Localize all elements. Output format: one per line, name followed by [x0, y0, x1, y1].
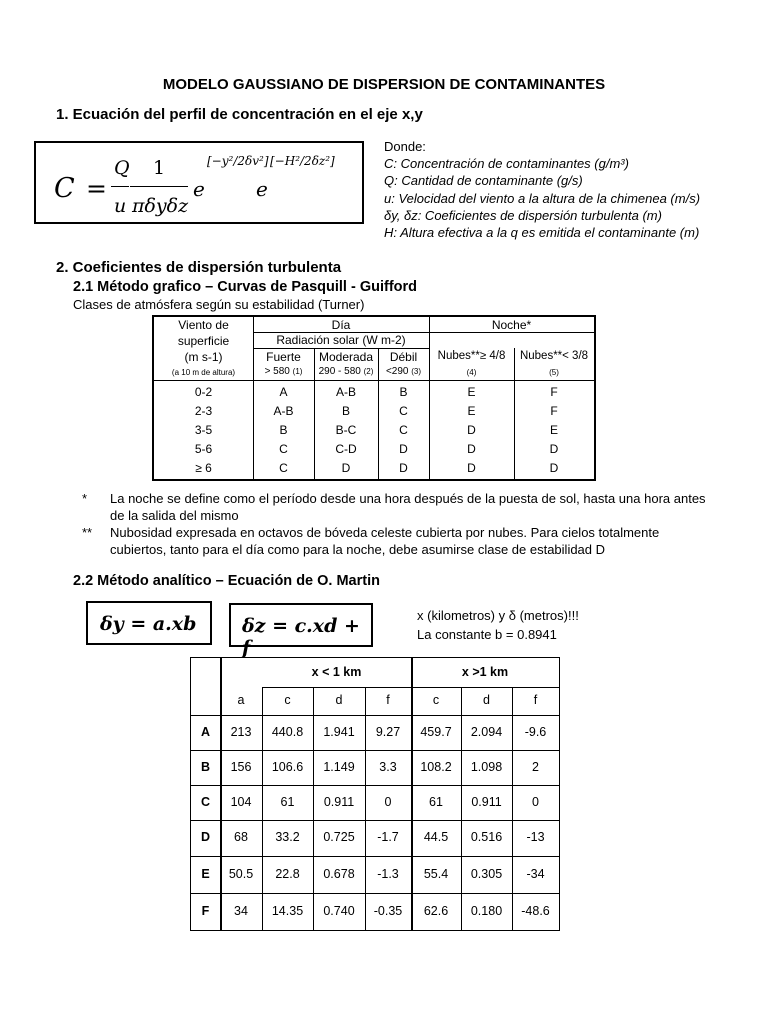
stability-class-cell: E — [467, 404, 476, 418]
sigma-y-text: δy = a.xb — [100, 613, 197, 635]
coefficient-value: 0.911 — [471, 794, 502, 809]
header-day: Día — [331, 318, 351, 332]
stability-class-cell: A-B — [273, 404, 294, 418]
stability-class-cell: F — [550, 385, 558, 399]
wind-speed-cell: 2-3 — [194, 404, 213, 418]
coefficient-header: d — [483, 693, 490, 707]
formula-exp1: [−y²/2δv²] — [207, 154, 269, 168]
donde-label: Donde: — [384, 139, 426, 154]
note-text: La noche se define como el período desde una hora después de la puesta de sol, hasta una hora antes de la salida del mismo — [110, 491, 706, 523]
coefficient-value: -1.7 — [377, 830, 399, 844]
wind-speed-cell: 3-5 — [194, 423, 213, 437]
stability-class-cell: D — [399, 461, 408, 475]
coefficient-value: 14.35 — [271, 903, 304, 918]
stability-class-cell: C-D — [335, 442, 357, 456]
units-note: x (kilometros) y δ (metros)!!! — [417, 608, 579, 623]
stability-class-cell: C — [279, 442, 288, 456]
sigma-z-equation — [229, 603, 373, 659]
sigma-y-equation — [86, 601, 212, 645]
coefficient-value: -0.35 — [373, 903, 403, 918]
stability-class-table — [152, 315, 596, 481]
grid-line — [191, 856, 559, 857]
stability-class-cell: C — [279, 461, 288, 475]
stability-class-label: A — [200, 724, 211, 739]
stability-class-label: E — [201, 866, 210, 881]
coefficient-value: 0 — [532, 794, 539, 809]
stability-class-cell: C — [399, 404, 408, 418]
col-nubes-ge: Nubes**≥ 4/8 — [437, 350, 506, 362]
stability-class-label: C — [200, 794, 211, 809]
coefficient-value: 156 — [230, 759, 252, 774]
coefficient-header: c — [432, 693, 440, 707]
coefficient-value: 0.678 — [323, 866, 355, 881]
definition-item: Q: Cantidad de contaminante (g/s) — [384, 173, 583, 189]
stability-class-label: F — [201, 903, 210, 918]
coefficient-value: 1.149 — [323, 759, 355, 774]
stability-class-cell: B — [341, 404, 350, 418]
stability-class-cell: E — [549, 423, 558, 437]
formula-e2: e — [256, 177, 268, 201]
coefficient-value: 50.5 — [228, 866, 254, 881]
coefficient-value: 213 — [230, 724, 252, 739]
coefficient-value: 0.725 — [323, 830, 355, 844]
table-caption: Clases de atmósfera según su estabilidad (Turner) — [73, 297, 365, 312]
coefficient-value: 2.094 — [470, 724, 503, 739]
note-mark: * — [82, 491, 88, 506]
coefficient-value: 108.2 — [420, 759, 452, 774]
grid-line — [191, 715, 559, 716]
coefficient-header: c — [284, 693, 291, 707]
col-nubes-ge-ref: (4) — [466, 368, 477, 377]
coefficient-value: 104 — [230, 794, 252, 809]
coefficient-value: 61 — [429, 794, 443, 809]
header-night: Noche* — [491, 318, 532, 332]
coefficient-value: 61 — [280, 794, 295, 809]
coefficient-value: -48.6 — [521, 903, 550, 918]
stability-class-label: D — [200, 830, 211, 844]
stability-class-cell: D — [341, 461, 351, 475]
stability-class-cell: D — [467, 461, 476, 475]
stability-class-cell: E — [467, 385, 476, 399]
coefficient-value: 9.27 — [375, 724, 401, 739]
coefficient-value: 3.3 — [379, 759, 397, 774]
grid-line — [191, 785, 559, 786]
section-1-heading: 1. Ecuación del perfil de concentración en el eje x,y — [56, 106, 423, 123]
header-radiation: Radiación solar (W m-2) — [276, 333, 406, 347]
coefficient-value: 2 — [532, 759, 539, 774]
coefficient-header: f — [386, 693, 390, 707]
coefficient-value: 106.6 — [271, 759, 304, 774]
formula-q: Q — [114, 157, 130, 179]
definition-item: H: Altura efectiva a la q es emitida el contaminante (m) — [384, 225, 700, 241]
coefficient-value: 0.305 — [470, 866, 503, 881]
stability-class-cell: A — [279, 385, 288, 399]
constant-note: La constante b = 0.8941 — [417, 627, 557, 642]
subsection-2-1-heading: 2.1 Método grafico – Curvas de Pasquill - Guifford — [73, 279, 418, 295]
page-title: MODELO GAUSSIANO DE DISPERSION DE CONTAMINANTES — [162, 76, 606, 93]
col-debil-range: <290 (3) — [385, 366, 422, 377]
col-moderada-range: 290 - 580 (2) — [318, 366, 374, 377]
coefficient-value: 22.8 — [275, 866, 300, 881]
grid-line — [191, 750, 559, 751]
col-nubes-lt: Nubes**< 3/8 — [519, 350, 589, 362]
coefficient-value: 68 — [234, 830, 248, 844]
definition-item: δy, δz: Coeficientes de dispersión turbulenta (m) — [384, 207, 662, 223]
coefficient-header: f — [533, 693, 538, 707]
col-fuerte-range: > 580 (1) — [264, 366, 303, 377]
definition-item: u: Velocidad del viento a la altura de la chimenea (m/s) — [384, 190, 701, 206]
coefficient-header: d — [335, 693, 343, 707]
stability-class-cell: D — [399, 442, 408, 456]
coefficient-value: 0.180 — [470, 903, 503, 918]
formula-u: u — [114, 195, 127, 217]
coefficient-value: -13 — [526, 830, 545, 844]
stability-class-cell: D — [467, 423, 476, 437]
stability-class-cell: D — [467, 442, 476, 456]
header-wind-3: (m s-1) — [184, 350, 223, 364]
coefficient-value: 34 — [234, 903, 248, 918]
stability-class-label: B — [200, 759, 211, 774]
section-2-heading: 2. Coeficientes de dispersión turbulenta — [56, 259, 342, 276]
note-mark: ** — [82, 525, 93, 540]
formula-definitions — [384, 138, 700, 241]
coefficient-value: -1.3 — [377, 866, 399, 881]
grid-line — [262, 687, 559, 688]
coefficient-value: 0.911 — [323, 794, 355, 809]
header-x-lt-1km: x < 1 km — [311, 665, 362, 679]
stability-class-cell: D — [549, 461, 559, 475]
stability-class-cell: A-B — [335, 385, 356, 399]
coefficient-value: 44.5 — [423, 830, 449, 844]
concentration-formula — [34, 141, 364, 224]
wind-speed-cell: ≥ 6 — [195, 461, 212, 475]
wind-speed-cell: 0-2 — [194, 385, 213, 399]
stability-class-cell: B — [279, 423, 288, 437]
header-x-gt-1km: x >1 km — [461, 665, 509, 679]
stability-class-cell: F — [550, 404, 558, 418]
coefficient-value: -34 — [526, 866, 545, 881]
formula-equals: = — [86, 174, 107, 203]
formula-exp2: [−H²/2δz²] — [270, 154, 335, 168]
coefficient-value: 440.8 — [271, 724, 304, 739]
coefficient-value: 0.516 — [470, 830, 503, 844]
coefficient-value: 0.740 — [323, 903, 355, 918]
coefficient-header: a — [237, 693, 245, 707]
header-wind-2: superficie — [177, 334, 230, 348]
formula-denominator: πδyδz — [132, 195, 189, 217]
subsection-2-2-heading: 2.2 Método analítico – Ecuación de O. Martin — [73, 573, 380, 589]
col-fuerte: Fuerte — [266, 350, 301, 364]
header-wind-4: (a 10 m de altura) — [171, 368, 236, 377]
coefficient-value: 1.941 — [323, 724, 355, 739]
stability-class-cell: D — [549, 442, 559, 456]
martin-coefficients-table — [190, 657, 560, 931]
wind-speed-cell: 5-6 — [194, 442, 213, 456]
coefficient-value: 1.098 — [470, 759, 503, 774]
stability-class-cell: C — [399, 423, 408, 437]
grid-line — [191, 820, 559, 821]
grid-line — [191, 893, 559, 894]
coefficient-value: 33.2 — [275, 830, 300, 844]
definition-item: C: Concentración de contaminantes (g/m³) — [384, 156, 629, 172]
formula-e1: e — [193, 177, 205, 201]
stability-class-cell: B — [399, 385, 408, 399]
header-wind-1: Viento de — [178, 318, 229, 332]
col-debil: Débil — [389, 350, 418, 364]
coefficient-value: 62.6 — [423, 903, 449, 918]
coefficient-value: 55.4 — [423, 866, 449, 881]
note-text: Nubosidad expresada en octavos de bóveda celeste cubierta por nubes. Para cielos totalmente cubiertos, tanto para el día como para la noche, debe asumirse clase de estabilidad D — [110, 525, 660, 557]
col-moderada: Moderada — [318, 350, 374, 364]
formula-lhs: C — [54, 173, 75, 204]
formula-one: 1 — [153, 157, 166, 179]
sigma-z-text: δz = c.xd + f — [242, 615, 360, 659]
stability-class-cell: B-C — [335, 423, 357, 437]
col-nubes-lt-ref: (5) — [549, 368, 559, 377]
coefficient-value: -9.6 — [524, 724, 547, 739]
coefficient-value: 459.7 — [420, 724, 452, 739]
coefficient-value: 0 — [384, 794, 392, 809]
